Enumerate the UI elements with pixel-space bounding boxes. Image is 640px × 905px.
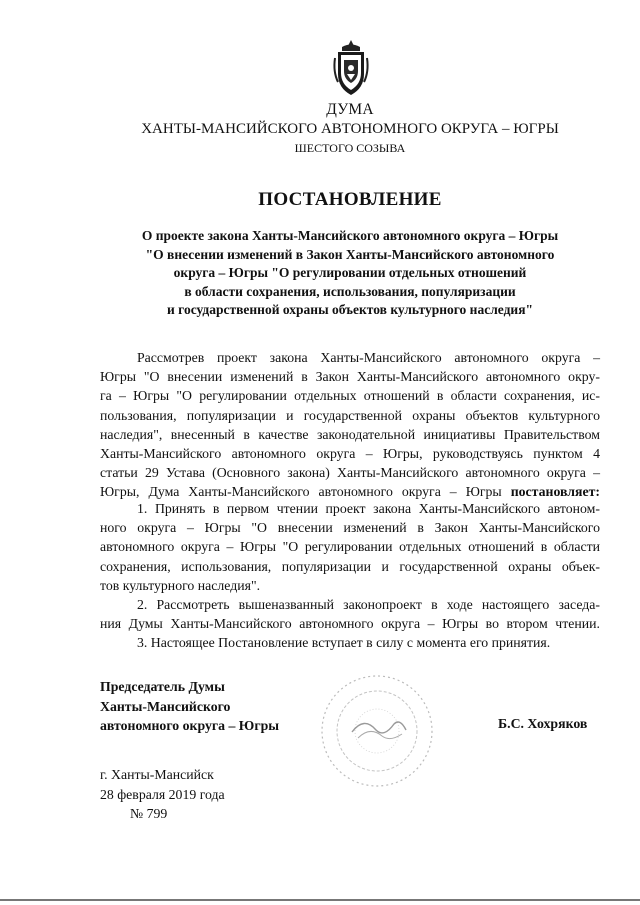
decision-keyword: постановляет: — [510, 484, 600, 500]
text-line: га – Югры "О регулировании отдельных отношений в области сохранения, ис- — [100, 388, 600, 404]
text-line: ного округа – Югры "О внесении изменений в Закон Ханты-Мансийского — [100, 520, 600, 536]
subject-line: и государственной охраны объектов культурного наследия" — [167, 302, 533, 318]
text-line: 2. Рассмотреть вышеназванный законопроект в ходе настоящего заседа- — [137, 597, 600, 612]
page-bottom-edge — [0, 899, 640, 901]
region-name: ХАНТЫ-МАНСИЙСКОГО АВТОНОМНОГО ОКРУГА – ЮГРЫ — [141, 121, 559, 137]
subject-line: "О внесении изменений в Закон Ханты-Мансийского автономного — [145, 246, 555, 262]
city: г. Ханты-Мансийск — [100, 767, 214, 782]
resolution-item-3 — [100, 633, 600, 652]
resolution-item-2 — [100, 595, 600, 633]
text-line: пользования, популяризации и государственной охраны объектов культурного — [100, 407, 600, 423]
subject-line: О проекте закона Ханты-Мансийского автономного округа – Югры — [141, 228, 559, 243]
text-line: Рассмотрев проект закона Ханты-Мансийского автономного округа – — [137, 350, 600, 365]
convocation: ШЕСТОГО СОЗЫВА — [294, 141, 406, 155]
text-line-start: Югры, Дума Ханты-Мансийского автономного округа – Югры — [100, 484, 502, 500]
signatory-position — [100, 677, 279, 736]
text-line: автономного округа – Югры "О регулировании отдельных отношений в области — [100, 539, 600, 555]
text-line: Югры "О внесении изменений в Закон Ханты-Мансийского автономного окру- — [100, 369, 600, 385]
preamble-paragraph — [100, 348, 600, 502]
position-line: Ханты-Мансийского — [100, 698, 231, 714]
official-seal-stamp — [318, 672, 436, 790]
text-line: статьи 29 Устава (Основного закона) Ханты-Мансийского автономного округа – — [100, 465, 600, 481]
date: 28 февраля 2019 года — [100, 786, 225, 802]
position-line: Председатель Думы — [100, 679, 225, 694]
document-type-title: ПОСТАНОВЛЕНИЕ — [258, 189, 442, 210]
coat-of-arms-emblem — [330, 38, 372, 98]
subject-line: в области сохранения, использования, популяризации — [184, 283, 516, 299]
text-line: сохранения, использования, популяризации и государственной охраны объек- — [100, 558, 600, 574]
text-line: наследия", внесенный в качестве законодательной инициативы Правительством — [100, 426, 600, 442]
text-line: 1. Принять в первом чтении проект закона Ханты-Мансийского автоном- — [137, 501, 600, 516]
text-line: тов культурного наследия". — [100, 577, 261, 593]
document-place-date — [100, 765, 225, 824]
signatory-name: Б.С. Хохряков — [498, 716, 588, 731]
position-line: автономного округа – Югры — [100, 718, 280, 733]
document-number: № 799 — [130, 806, 168, 821]
document-subject — [60, 227, 640, 320]
text-line: Ханты-Мансийского автономного округа – Югры, руководствуясь пунктом 4 — [100, 445, 600, 461]
text-line: 3. Настоящее Постановление вступает в силу с момента его принятия. — [137, 635, 551, 650]
organization-name: ДУМА — [326, 101, 374, 118]
text-line: ния Думы Ханты-Мансийского автономного округа – Югры во втором чтении. — [100, 616, 600, 632]
resolution-item-1 — [100, 499, 600, 595]
subject-line: округа – Югры "О регулировании отдельных отношений — [173, 265, 527, 281]
